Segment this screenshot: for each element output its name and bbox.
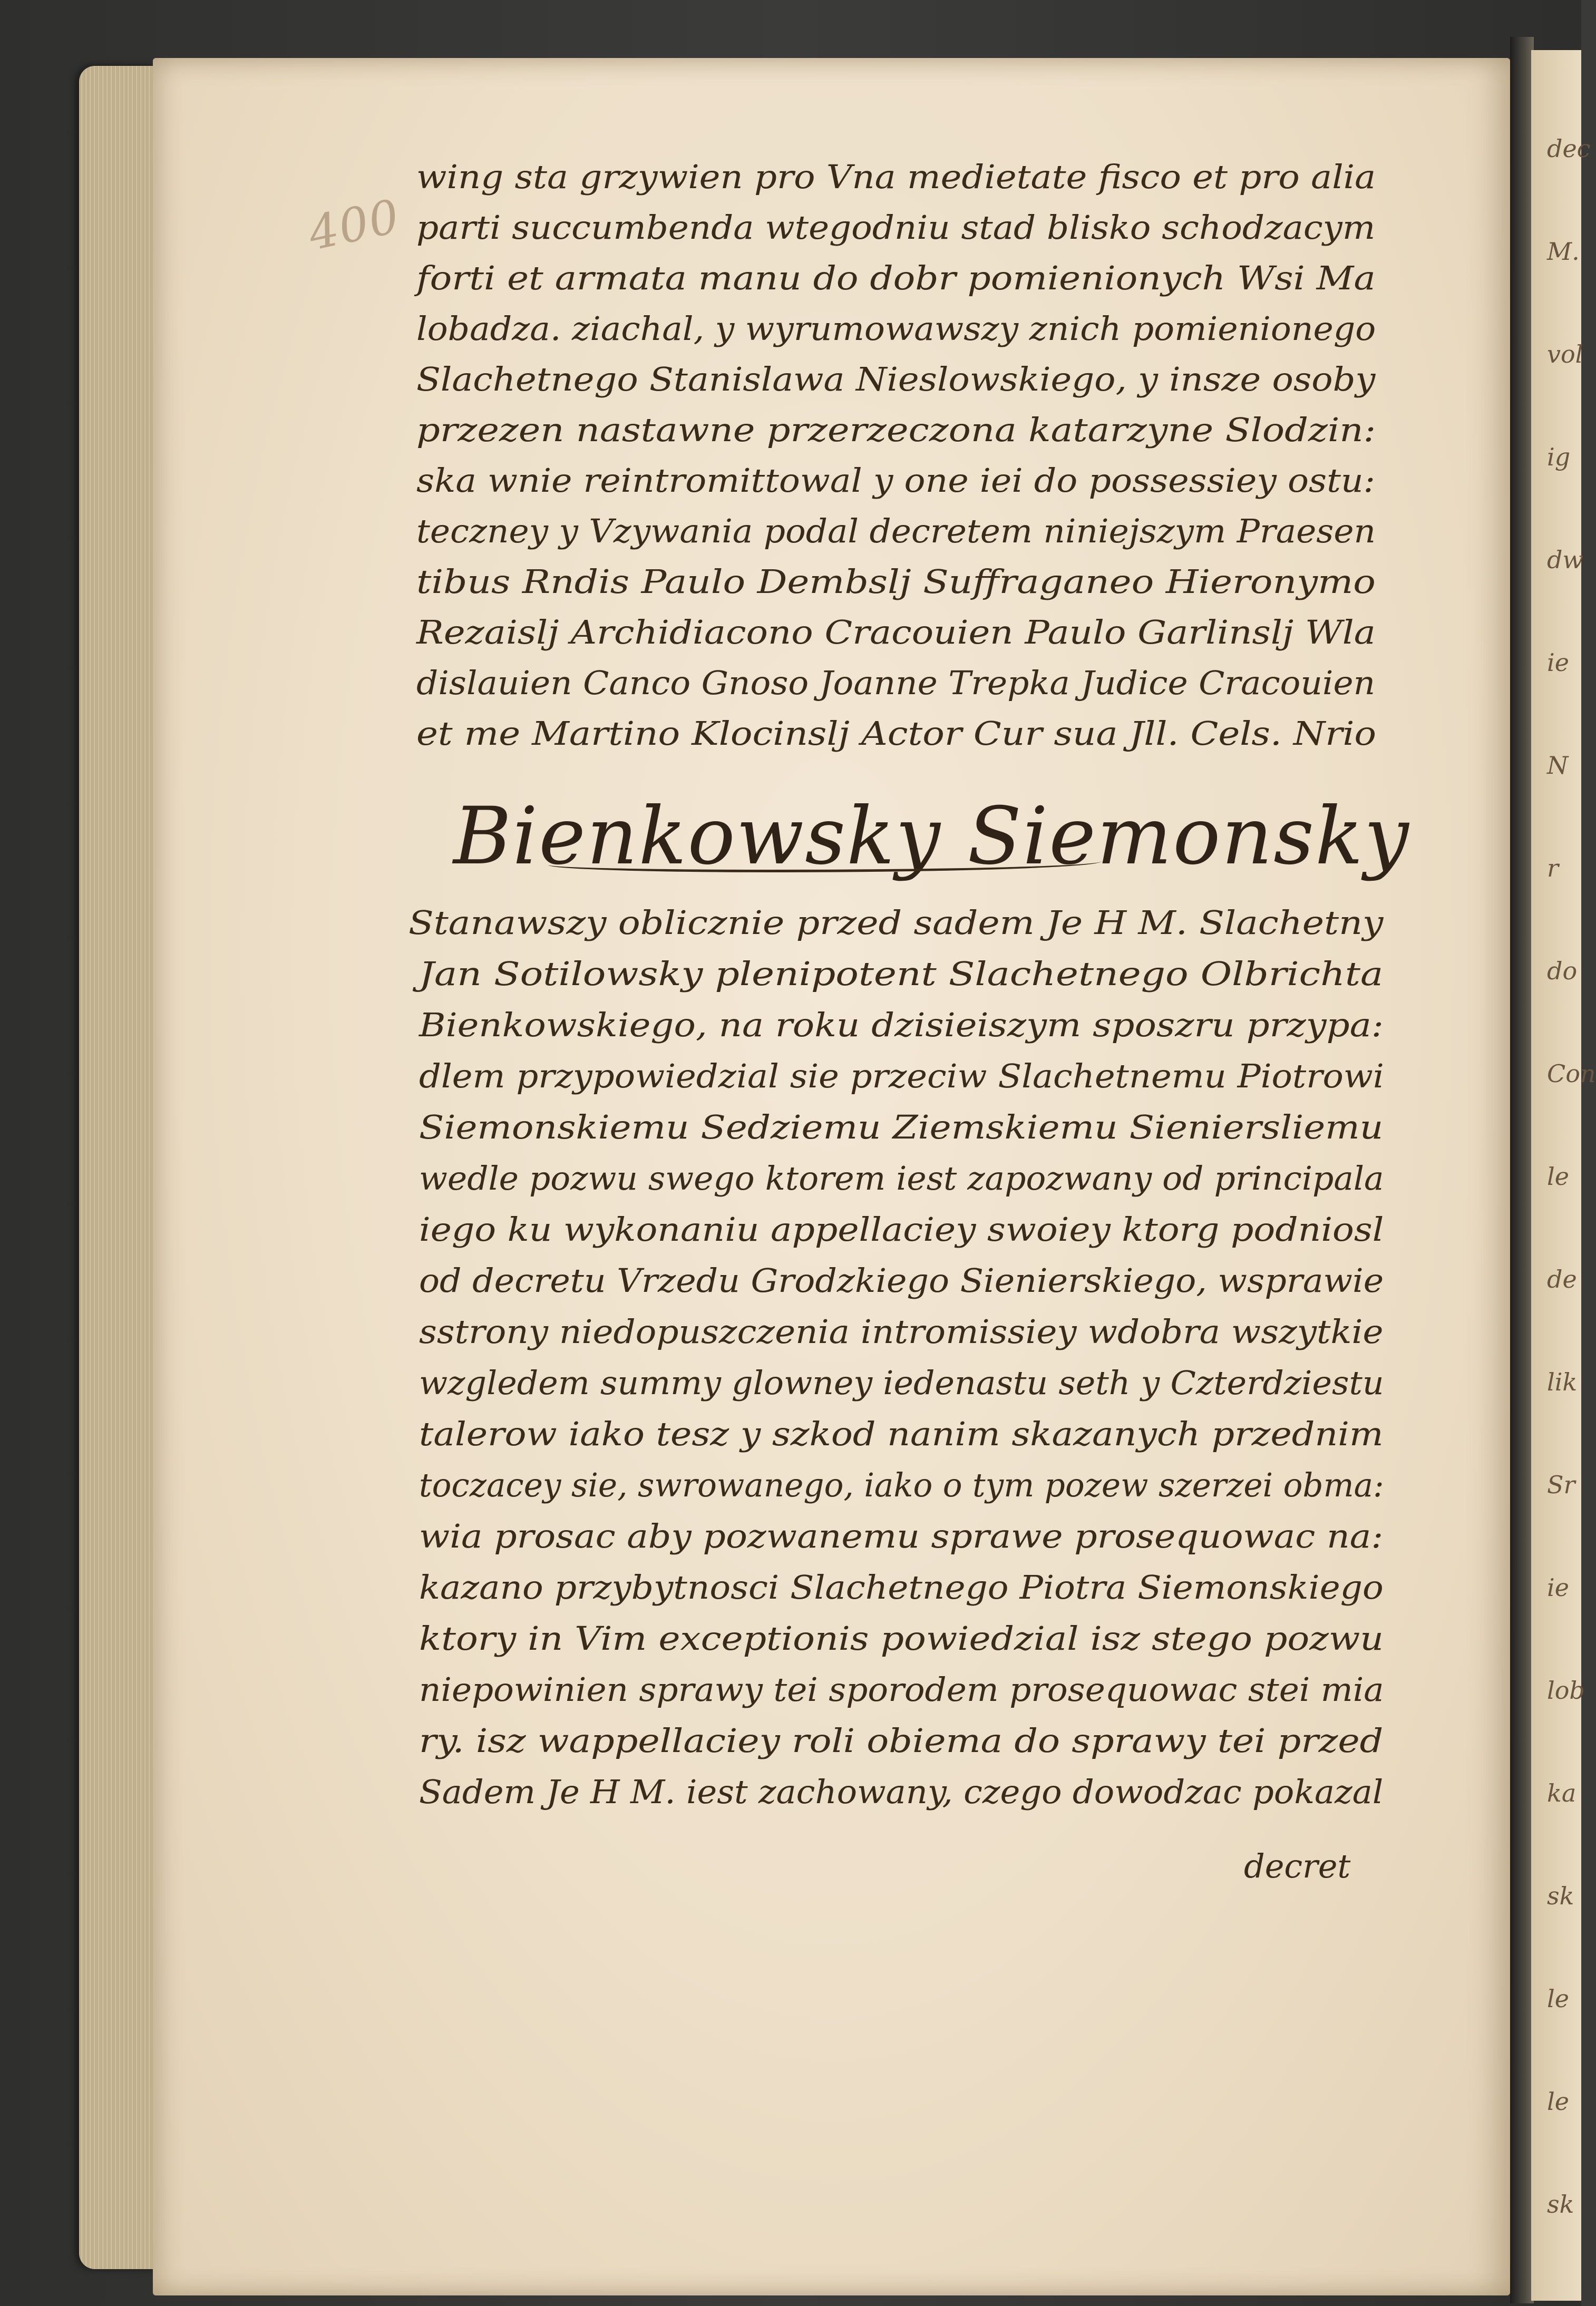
manuscript-line: ry. isz wappellaciey roli obiema do sprawy tei przed <box>419 1721 1384 1760</box>
manuscript-line: Slachetnego Stanislawa Nieslowskiego, y insze osoby <box>416 360 1376 398</box>
manuscript-line: toczacey sie, swrowanego, iako o tym pozew szerzei obma: <box>419 1466 1384 1504</box>
manuscript-line: lobadza. ziachal, y wyrumowawszy znich pomienionego <box>416 309 1376 348</box>
manuscript-line: Rezaislj Archidiacono Cracouien Paulo Garlinslj Wla <box>416 613 1376 651</box>
manuscript-line: wedle pozwu swego ktorem iest zapozwany od principala <box>419 1159 1384 1198</box>
manuscript-line: sstrony niedopuszczenia intromissiey wdobra wszytkie <box>419 1312 1384 1351</box>
next-page-fragment: le <box>1547 1162 1569 1191</box>
manuscript-line: wia prosac aby pozwanemu sprawe prosequowac na: <box>419 1517 1384 1555</box>
next-page-margin <box>1531 50 1596 2301</box>
manuscript-line: et me Martino Klocinslj Actor Cur sua Jll. Cels. Nrio <box>416 714 1377 753</box>
next-page-fragment: sk <box>1547 2190 1574 2219</box>
manuscript-line: tibus Rndis Paulo Dembslj Suffraganeo Hieronymo <box>416 562 1376 601</box>
next-page-fragment: ka <box>1547 1779 1576 1807</box>
next-page-fragment: sk <box>1547 1882 1574 1910</box>
manuscript-line: parti succumbenda wtegodniu stad blisko schodzacym <box>416 208 1376 247</box>
next-page-fragment: ie <box>1547 1573 1569 1602</box>
manuscript-line: niepowinien sprawy tei sporodem prosequowac stei mia <box>419 1670 1384 1709</box>
manuscript-line: ska wnie reintromittowal y one iei do possessiey ostu: <box>416 461 1376 500</box>
manuscript-line: wing sta grzywien pro Vna medietate fisco et pro alia <box>416 158 1376 196</box>
manuscript-line: Siemonskiemu Sedziemu Ziemskiemu Sieniersliemu <box>419 1108 1384 1146</box>
next-page-fragment: dw <box>1547 546 1583 574</box>
next-page-fragment: N <box>1547 751 1569 780</box>
next-page-fragment: le <box>1547 1984 1569 2013</box>
entry-heading: Bienkowsky Siemonsky <box>453 791 1410 882</box>
manuscript-line: Sadem Je H M. iest zachowany, czego dowodzac pokazal <box>419 1773 1384 1811</box>
manuscript-line: iego ku wykonaniu appellaciey swoiey ktorg podniosl <box>419 1210 1384 1249</box>
next-page-fragment: ig <box>1547 443 1571 471</box>
next-page-fragment: de <box>1547 1265 1577 1293</box>
next-page-fragment: M. <box>1547 237 1580 266</box>
manuscript-line: talerow iako tesz y szkod nanim skazanych przednim <box>419 1415 1384 1453</box>
next-page-fragment: ie <box>1547 648 1569 677</box>
manuscript-line: teczney y Vzywania podal decretem niniejszym Praesen <box>416 512 1376 550</box>
next-page-fragment: lik <box>1547 1368 1578 1396</box>
next-page-fragment: r <box>1547 854 1559 882</box>
next-page-fragment: vol <box>1547 340 1583 368</box>
book-page-edges <box>79 66 158 2269</box>
manuscript-line: ktory in Vim exceptionis powiedzial isz stego pozwu <box>419 1619 1384 1658</box>
next-page-fragment: le <box>1547 2087 1569 2116</box>
manuscript-line: od decretu Vrzedu Grodzkiego Sienierskiego, wsprawie <box>419 1261 1384 1300</box>
manuscript-line: Stanawszy oblicznie przed sadem Je H M. Slachetny <box>408 903 1384 942</box>
manuscript-line: dislauien Canco Gnoso Joanne Trepka Judice Cracouien <box>416 664 1376 702</box>
manuscript-line: Jan Sotilowsky plenipotent Slachetnego Olbrichta <box>419 955 1384 993</box>
manuscript-line: Bienkowskiego, na roku dzisieiszym sposzru przypa: <box>419 1006 1384 1044</box>
manuscript-line: wzgledem summy glowney iedenastu seth y Czterdziestu <box>419 1364 1384 1402</box>
manuscript-line: przezen nastawne przerzeczona katarzyne Slodzin: <box>416 411 1376 449</box>
next-page-fragment: do <box>1547 957 1578 985</box>
folio-number: 400 <box>304 189 405 261</box>
next-page-fragment: Con <box>1547 1059 1596 1088</box>
next-page-fragment: lob <box>1547 1676 1585 1705</box>
catchword: decret <box>1244 1847 1351 1885</box>
next-page-fragment: dec <box>1547 134 1591 163</box>
manuscript-line: dlem przypowiedzial sie przeciw Slachetnemu Piotrowi <box>419 1057 1384 1095</box>
manuscript-line: forti et armata manu do dobr pomienionych Wsi Ma <box>416 259 1376 297</box>
book-gutter <box>1510 37 1534 2303</box>
manuscript-line: kazano przybytnosci Slachetnego Piotra Siemonskiego <box>419 1568 1384 1607</box>
next-page-fragment: Sr <box>1547 1471 1575 1499</box>
